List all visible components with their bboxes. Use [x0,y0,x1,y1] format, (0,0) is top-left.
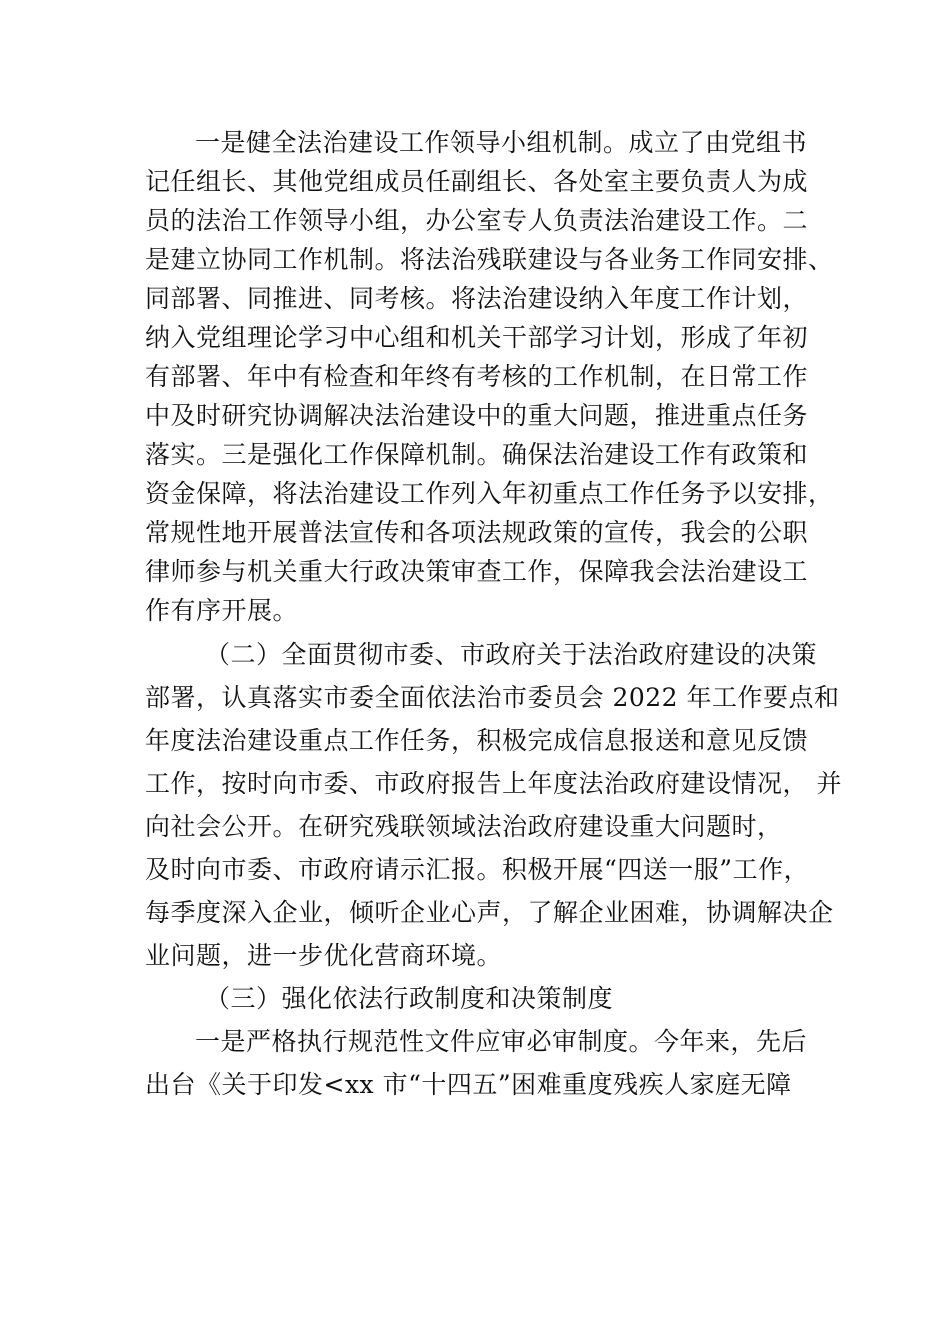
text-line: 常规性地开展普法宣传和各项法规政策的宣传，我会的公职 [145,518,809,547]
text-line: 每季度深入企业，倾听企业心声，了解企业困难，协调解决企 [145,898,834,927]
text-line: 部署，认真落实市委全面依法治市委员会 2022 年工作要点和 [145,683,840,712]
section-2-heading-line: （二）全面贯彻市委、市政府关于法治政府建设的决策 [205,640,818,669]
text-line: 工作，按时向市委、市政府报告上年度法治政府建设情况， 并 [145,769,842,798]
section-3-heading: （三）强化依法行政制度和决策制度 [205,984,614,1013]
text-line: 年度法治建设重点工作任务，积极完成信息报送和意见反馈 [145,726,809,755]
text-line: 有部署、年中有检查和年终有考核的工作机制，在日常工作 [145,362,809,391]
text-line: 一是健全法治建设工作领导小组机制。成立了由党组书 [195,128,808,157]
text-line: 出台《关于印发<xx 市“十四五”困难重度残疾人家庭无障 [145,1070,792,1099]
text-line: 是建立协同工作机制。将法治残联建设与各业务工作同安排、 [145,245,834,274]
text-line: 同部署、同推进、同考核。将法治建设纳入年度工作计划， [145,284,809,313]
text-line: 作有序开展。 [145,596,299,625]
text-line: 记任组长、其他党组成员任副组长、各处室主要负责人为成 [145,167,809,196]
text-line: 向社会公开。在研究残联领域法治政府建设重大问题时， [145,812,783,841]
text-line: 资金保障，将法治建设工作列入年初重点工作任务予以安排， [145,479,834,508]
text-line: 中及时研究协调解决法治建设中的重大问题，推进重点任务 [145,401,809,430]
text-line: 及时向市委、市政府请示汇报。积极开展“四送一服”工作， [145,855,810,884]
text-line: 业问题，进一步优化营商环境。 [145,941,503,970]
text-line: 一是严格执行规范性文件应审必审制度。今年来，先后 [195,1027,808,1056]
text-line: 员的法治工作领导小组，办公室专人负责法治建设工作。二 [145,206,809,235]
text-line: 律师参与机关重大行政决策审查工作，保障我会法治建设工 [145,557,809,586]
text-line: 纳入党组理论学习中心组和机关干部学习计划，形成了年初 [145,323,809,352]
text-line: 落实。三是强化工作保障机制。确保法治建设工作有政策和 [145,440,809,469]
